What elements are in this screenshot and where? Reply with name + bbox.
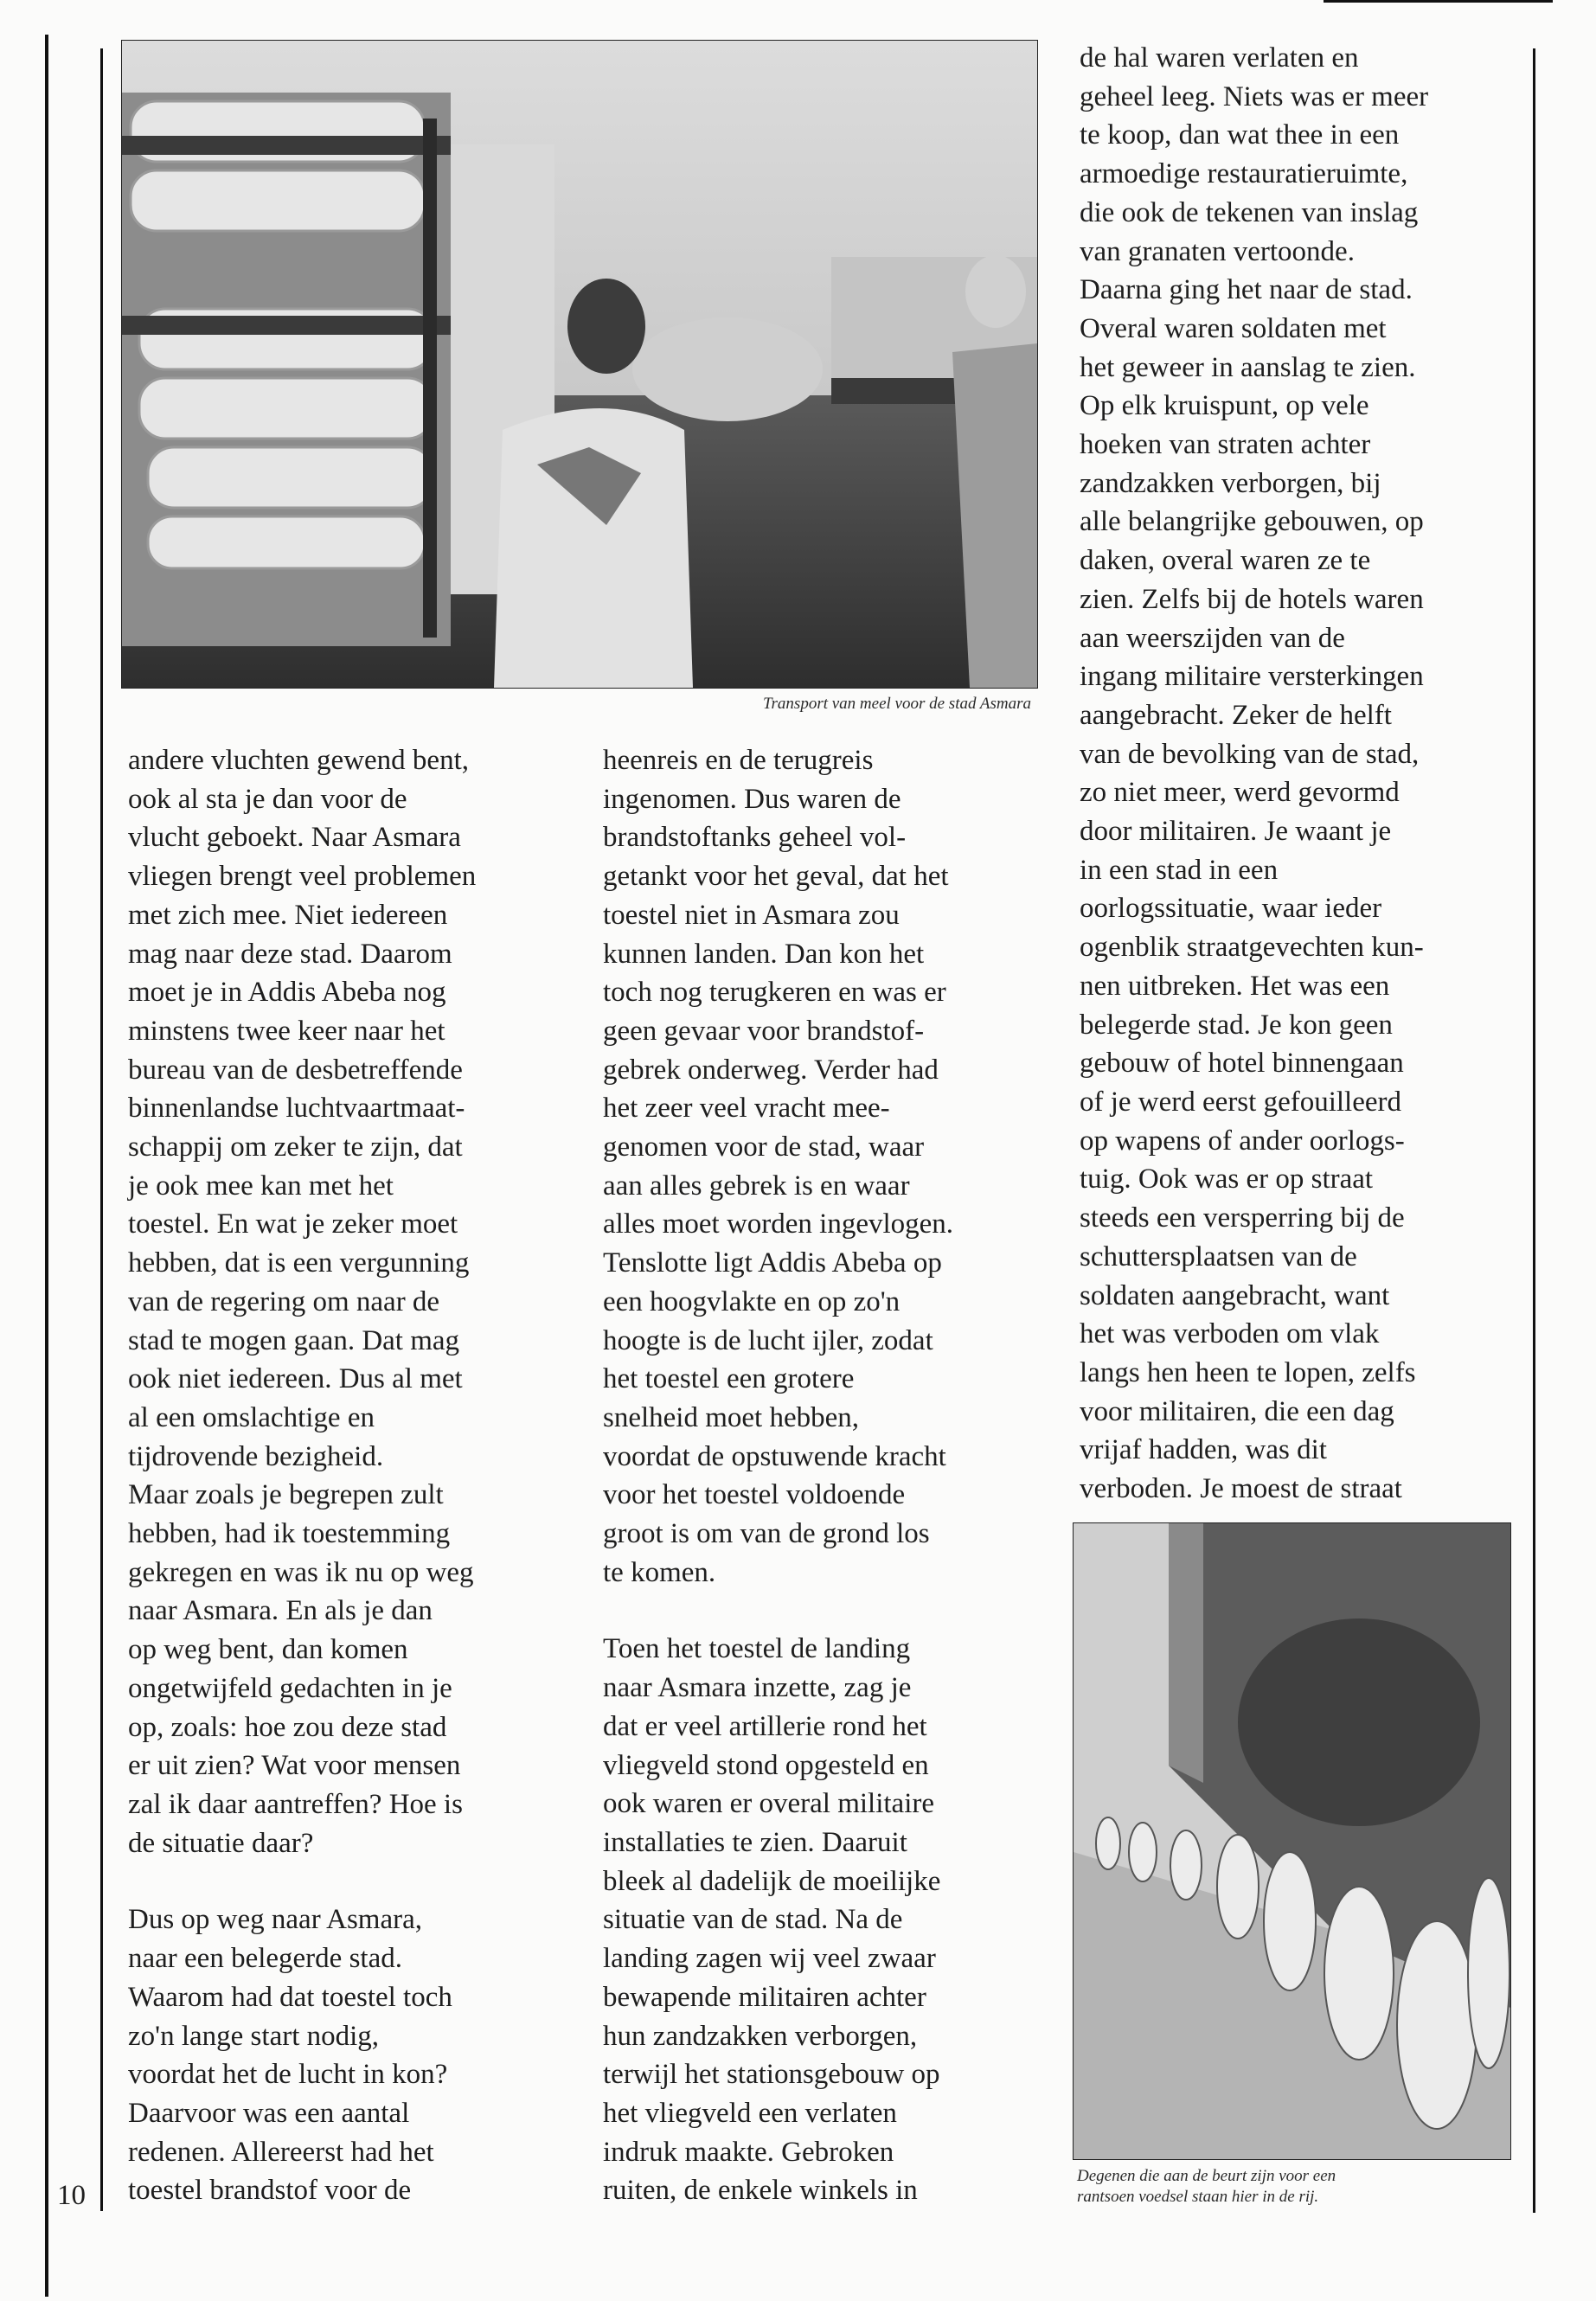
top-photo-caption: Transport van meel voor de stad Asmara <box>763 695 1031 713</box>
left-margin-rule <box>45 35 48 2297</box>
bottom-photo-caption: Degenen die aan de beurt zijn voor een rantsoen voedsel staan hier in de rij. <box>1077 2167 1336 2206</box>
paragraph: de hal waren verlaten en geheel leeg. Niets was er meer te koop, dan wat thee in een armoedige restauratieruimte, die ook de tekenen van inslag van granaten vertoonde. Daarna ging het naar de stad. Overal waren soldaten met het geweer in aanslag te zien. Op elk kruispunt, op vele hoeken van straten achter zandzakken verborgen, bij alle belangrijke gebouwen, op daken, overal waren ze te zien. Zelfs bij de hotels waren aan weerszijden van de ingang militaire versterkingen aangebracht. Zeker de helft van de bevolking van de stad, zo niet meer, werd gevormd door militairen. Je waant je in een stad in een oorlogssituatie, waar ieder ogenblik straatgevechten kun- nen uitbreken. Het was een belegerde stad. Je kon geen gebouw of hotel binnengaan of je werd eerst gefouilleerd op wapens of ander oorlogs- tuig. Ook was er op straat steeds een versperring bij de schuttersplaatsen van de soldaten aangebracht, want het was verboden om vlak langs hen heen te lopen, zelfs voor militairen, die een dag vrijaf hadden, was dit verboden. Je moest de straat <box>1080 42 1429 1505</box>
photo-food-ration-queue-image <box>1074 1523 1510 2159</box>
paragraph: andere vluchten gewend bent, ook al sta je dan voor de vlucht geboekt. Naar Asmara vliegen brengt veel problemen met zich mee. Niet iedereen mag naar deze stad. Daarom moet je in Addis Abeba nog minstens twee keer naar het bureau van de desbetreffende binnenlandse luchtvaartmaat- schappij om zeker te zijn, dat je ook mee kan met het toestel. En wat je zeker moet hebben, dat is een vergunning van de regering om naar de stad te mogen gaan. Dat mag ook niet iedereen. Dus al met al een omslachtige en tijdrovende bezigheid. Maar zoals je begrepen zult hebben, had ik toestemming gekregen en was ik nu op weg naar Asmara. En als je dan op weg bent, dan komen ongetwijfeld gedachten in je op, zoals: hoe zou deze stad er uit zien? Wat voor mensen zal ik daar aantreffen? Hoe is de situatie daar? <box>128 745 477 1859</box>
photo-flour-transport-image <box>122 41 1037 688</box>
left-column-rule <box>100 48 103 2211</box>
page-number: 10 <box>57 2180 86 2211</box>
photo-food-ration-queue <box>1073 1522 1511 2160</box>
photo-flour-transport <box>121 40 1038 689</box>
paragraph: heenreis en de terugreis ingenomen. Dus waren de brandstoftanks geheel vol- getankt voor het geval, dat het toestel niet in Asmara zou kunnen landen. Dan kon het toch nog terugkeren en was er geen gevaar voor brandstof- gebrek onderweg. Verder had het zeer veel vracht mee- genomen voor de stad, waar aan alles gebrek is en waar alles moet worden ingevlogen. Tenslotte ligt Addis Abeba op een hoogvlakte en op zo'n hoogte is de lucht ijler, zodat het toestel een grotere snelheid moet hebben, voordat de opstuwende kracht voor het toestel voldoende groot is om van de grond los te komen. <box>603 745 954 1588</box>
paragraph: Toen het toestel de landing naar Asmara inzette, zag je dat er veel artillerie rond het vliegveld stond opgesteld en ook waren er overal militaire installaties te zien. Daaruit bleek al dadelijk de moeilijke situatie van de stad. Na de landing zagen wij veel zwaar bewapende militairen achter hun zandzakken verborgen, terwijl het stationsgebouw op het vliegveld een verlaten indruk maakte. Gebroken ruiten, de enkele winkels in <box>603 1633 941 2207</box>
right-column-rule <box>1533 48 1535 2213</box>
text-column-middle <box>603 741 1044 2210</box>
text-column-left <box>128 741 569 2210</box>
text-column-right <box>1080 39 1521 1509</box>
paragraph: Dus op weg naar Asmara, naar een belegerde stad. Waarom had dat toestel toch zo'n lange start nodig, voordat het de lucht in kon? Daarvoor was een aantal redenen. Allereerst had het toestel brandstof voor de <box>128 1904 452 2207</box>
top-edge-rule <box>1324 0 1553 3</box>
